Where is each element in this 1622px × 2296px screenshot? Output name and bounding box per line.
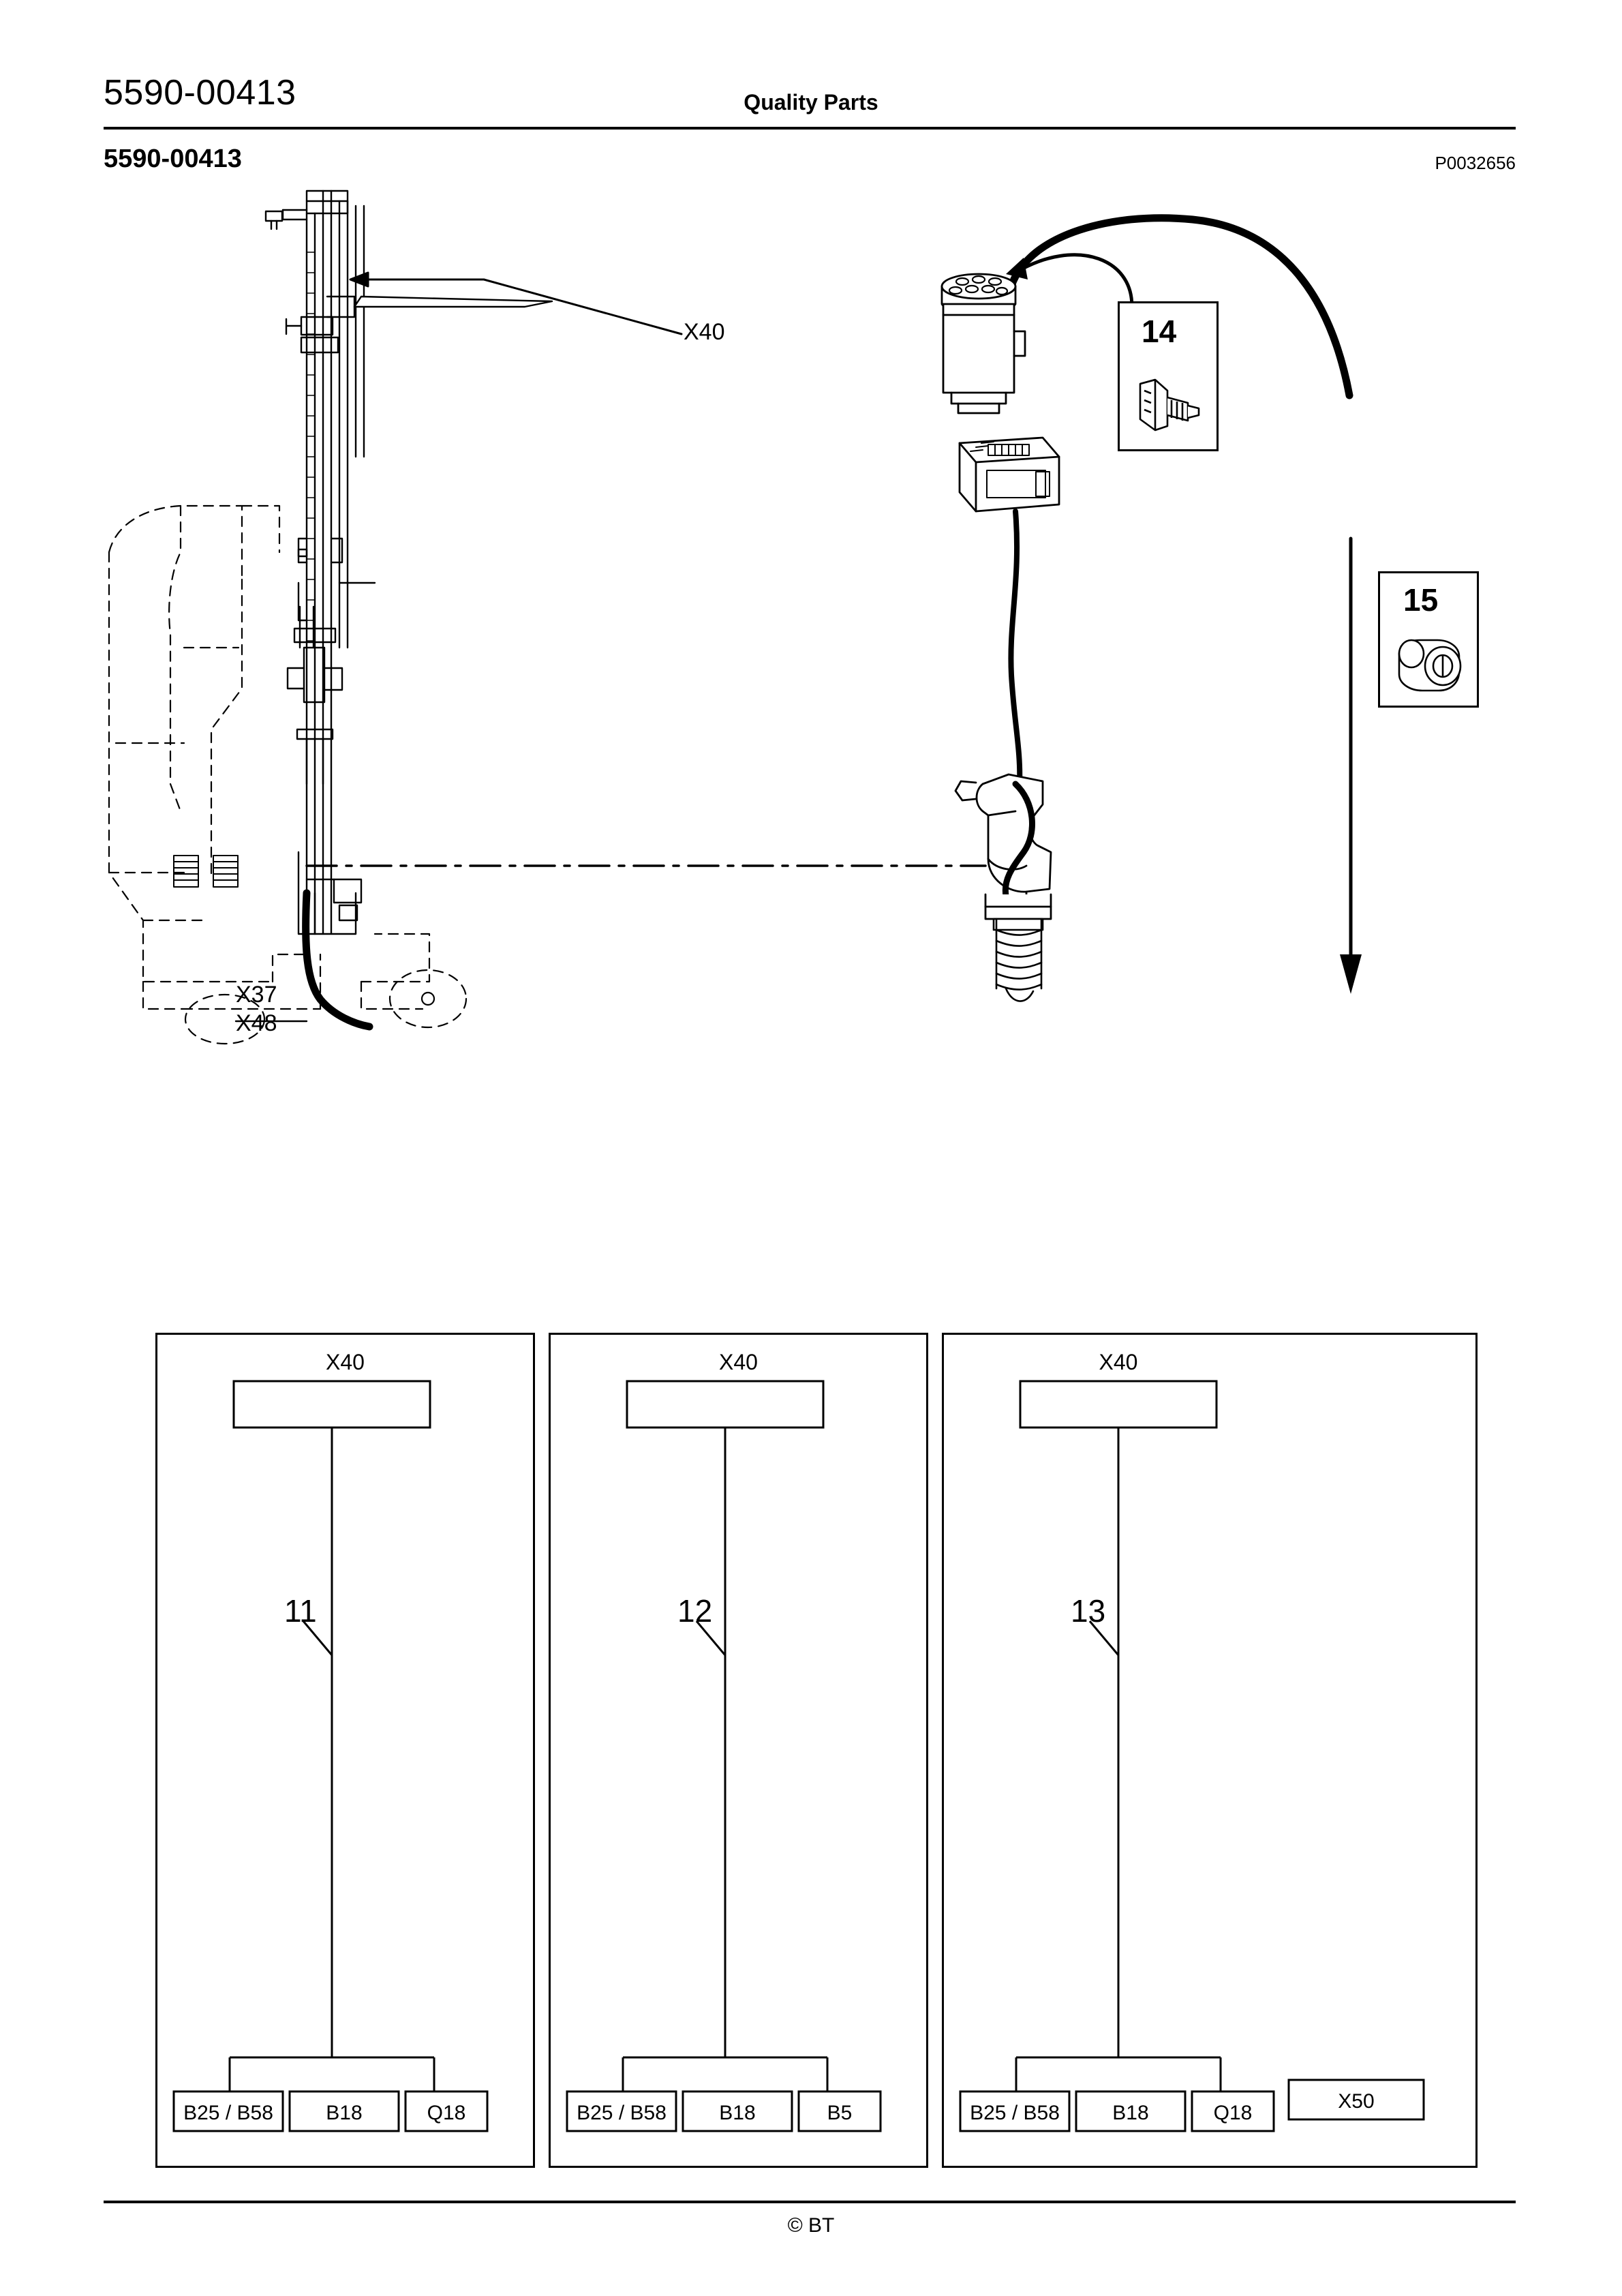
panel-13-box-label-0: B25 / B58 [970,2102,1060,2124]
footer-copyright: © BT [787,2214,835,2237]
label-x40: X40 [684,319,725,345]
panel-11-box-label-1: B18 [326,2102,363,2124]
panel-12-top-label: X40 [719,1350,758,1374]
panel-11-index-leader [157,1335,533,2166]
page-title: Quality Parts [744,90,878,115]
upper-connector-block [942,274,1025,413]
header-doc-number: 5590-00413 [104,73,296,112]
panel-13-box-label-2: Q18 [1213,2102,1253,2124]
section-code: 5590-00413 [104,145,242,173]
controller-cable [1011,511,1020,784]
panel-13-box-label-1: B18 [1112,2102,1149,2124]
panel-13-index-leader [944,1335,1475,2166]
callout-15-number: 15 [1403,582,1439,618]
x40-leader [327,273,682,334]
controller-module [960,438,1059,511]
panel-11-box-label-0: B25 / B58 [183,2102,273,2124]
panel-12-index-leader [551,1335,926,2166]
body-vents [174,856,238,887]
truck-body-outline [109,506,466,1044]
label-x37: X37 [236,982,277,1008]
figure-reference: P0032656 [1435,153,1516,173]
callout-15-box [1378,571,1479,708]
panel-11-box-label-2: Q18 [427,2102,466,2124]
footer-divider [104,2201,1516,2203]
panel-11-top-label: X40 [326,1350,365,1374]
panel-13-index: 13 [1071,1593,1106,1629]
panel-13-box-label-3: X50 [1338,2090,1375,2113]
callout-14-box [1118,301,1219,451]
truck-assembly-illustration [102,170,1520,1295]
panel-12 [549,1333,928,2168]
panel-12-box-label-0: B25 / B58 [577,2102,667,2124]
assembly-direction-arrow [1340,539,1362,994]
header-divider [104,127,1516,130]
panel-13-top-label: X40 [1099,1350,1138,1374]
callout-14-number: 14 [1142,314,1177,349]
clamp-assembly [955,774,1051,1001]
panel-12-box-label-1: B18 [719,2102,756,2124]
panel-12-box-label-2: B5 [827,2102,853,2124]
panel-13 [942,1333,1478,2168]
panel-11 [155,1333,535,2168]
panel-12-index: 12 [677,1593,713,1629]
panel-11-index: 11 [284,1593,317,1629]
label-x48: X48 [236,1010,277,1036]
wiring-diagram-panels [155,1333,1478,2168]
